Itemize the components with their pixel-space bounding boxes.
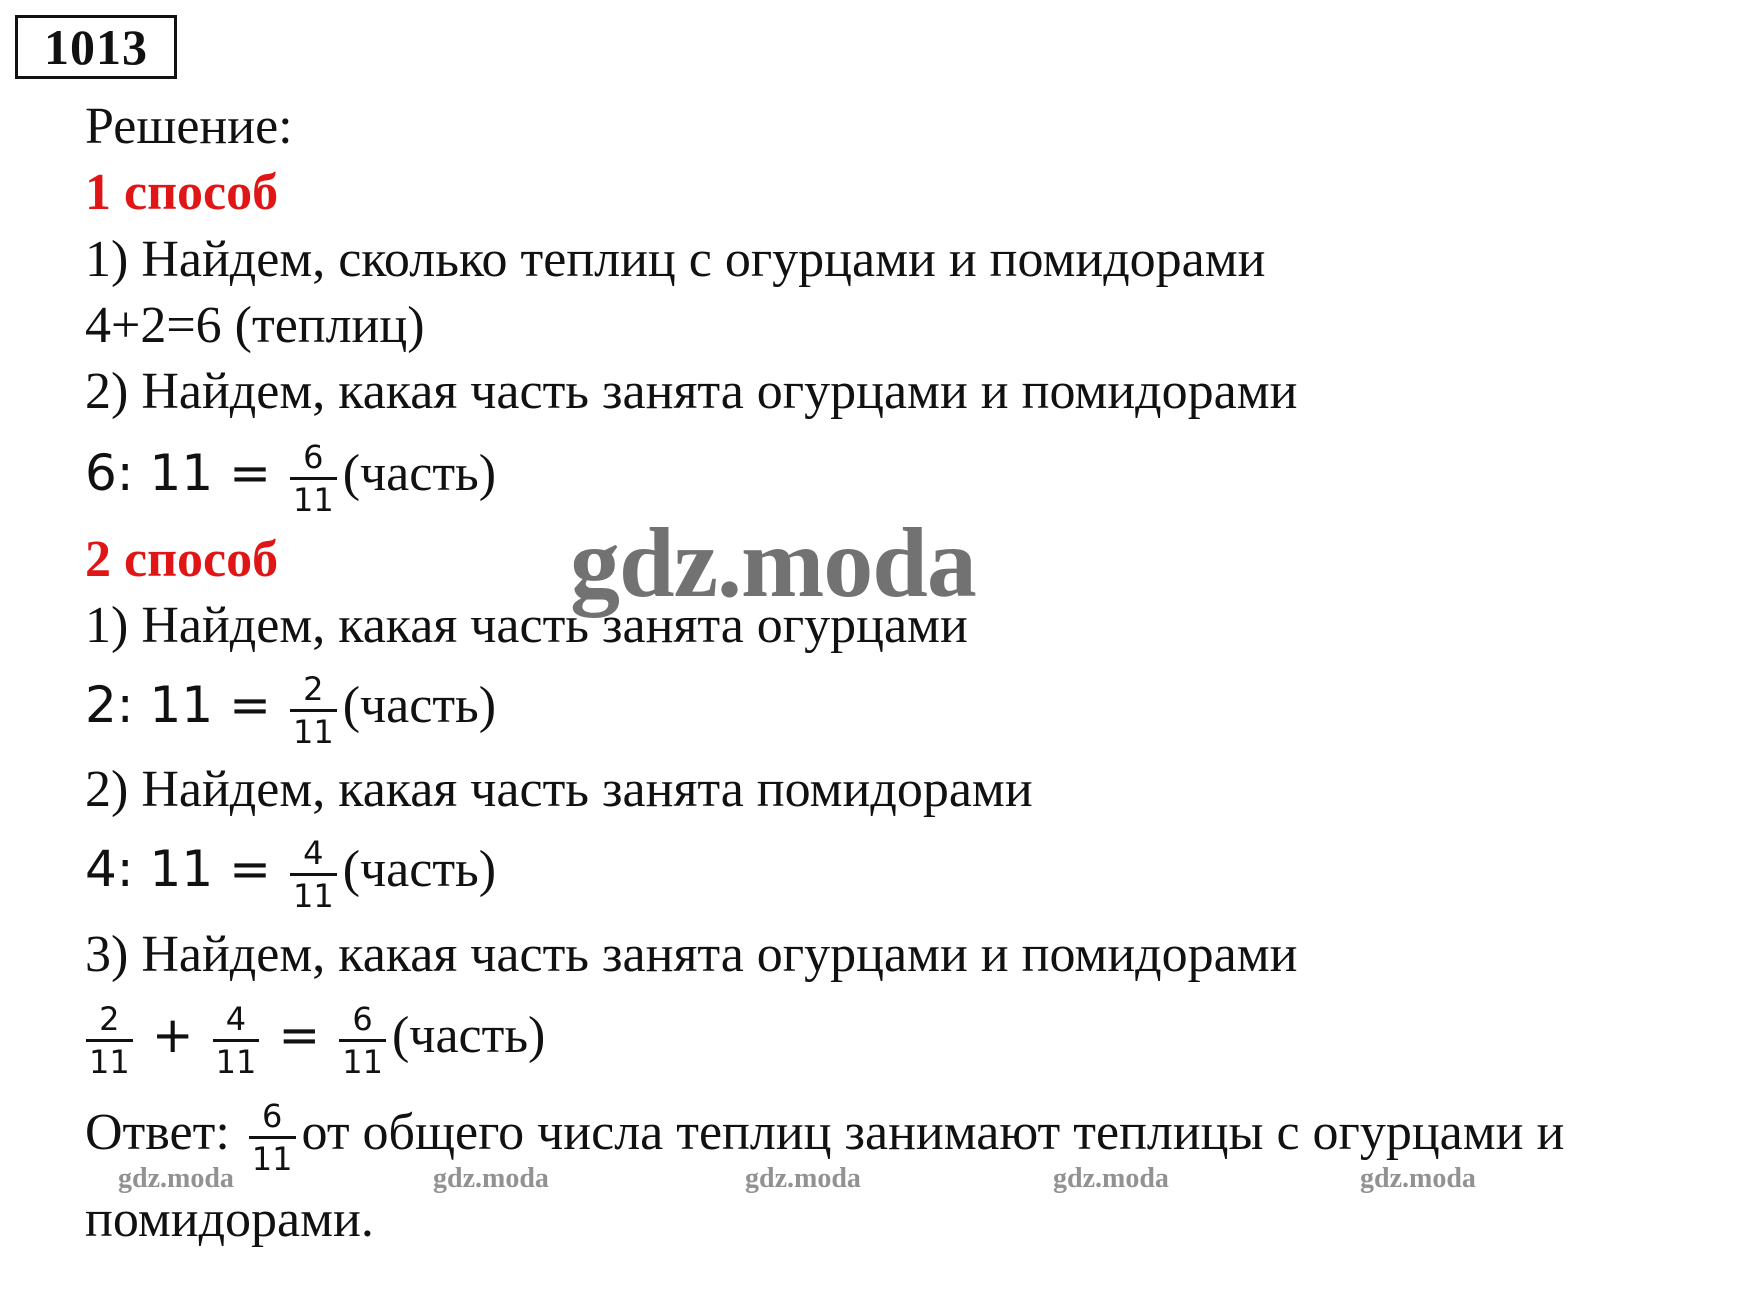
watermark-small: gdz.moda <box>745 1163 861 1194</box>
fraction-denominator: 11 <box>342 1042 383 1081</box>
fraction-denominator: 11 <box>251 1139 293 1178</box>
solution-heading: Решение: <box>85 98 293 155</box>
method-1-step-2-text: 2) Найдем, какая часть занята огурцами и помидорами <box>85 363 1298 420</box>
fraction-numerator: 2 <box>99 999 120 1038</box>
method-1-title: 1 способ <box>85 164 279 221</box>
fraction-denominator: 11 <box>292 480 334 519</box>
fraction-bar <box>249 1136 296 1139</box>
answer-fraction <box>249 1098 296 1177</box>
method-1-step-2-calc <box>85 428 496 519</box>
fraction <box>290 671 337 750</box>
method-2-title: 2 способ <box>85 531 279 588</box>
fraction <box>86 1001 133 1080</box>
method-1-step-1-text: 1) Найдем, сколько теплиц с огурцами и помидорами <box>85 231 1266 288</box>
method-2-step-1-text: 1) Найдем, какая часть занята огурцами <box>85 597 968 654</box>
fraction-denominator: 11 <box>292 712 334 751</box>
unit-label: (часть) <box>342 841 497 898</box>
equation-lhs: 2: 11 = <box>85 676 271 734</box>
answer-text: от общего числа теплиц занимают теплицы с огурцами и <box>301 1104 1565 1161</box>
fraction-numerator: 6 <box>352 999 373 1038</box>
fraction <box>290 439 337 518</box>
plus-sign: + <box>151 1006 194 1064</box>
equation-lhs: 6: 11 = <box>85 444 271 502</box>
fraction-bar <box>290 477 337 480</box>
fraction-bar <box>290 709 337 712</box>
fraction-denominator: 11 <box>89 1042 130 1081</box>
fraction-numerator: 4 <box>303 833 324 872</box>
equals-sign: = <box>278 1006 321 1064</box>
unit-label: (часть) <box>342 677 497 734</box>
fraction-numerator: 6 <box>261 1096 283 1135</box>
fraction <box>339 1001 386 1080</box>
method-2-step-2-text: 2) Найдем, какая часть занята помидорами <box>85 761 1033 818</box>
watermark-small: gdz.moda <box>1360 1163 1476 1194</box>
method-2-step-1-calc <box>85 660 496 751</box>
unit-label: (часть) <box>342 445 497 502</box>
fraction-bar <box>290 873 337 876</box>
method-1-step-1-calc: 4+2=6 (теплиц) <box>85 297 425 354</box>
equation-lhs: 4: 11 = <box>85 840 271 898</box>
fraction-numerator: 6 <box>303 437 324 476</box>
fraction-bar <box>213 1039 260 1042</box>
fraction-bar <box>86 1039 133 1042</box>
method-2-step-3-calc <box>80 990 545 1081</box>
watermark-small: gdz.moda <box>118 1163 234 1194</box>
method-2-step-2-calc <box>85 824 496 915</box>
watermark-main: gdz.moda <box>570 507 976 618</box>
fraction-denominator: 11 <box>292 876 334 915</box>
fraction-numerator: 2 <box>303 669 324 708</box>
watermark-small: gdz.moda <box>433 1163 549 1194</box>
unit-label: (часть) <box>391 1007 546 1064</box>
task-number: 1013 <box>15 15 177 79</box>
fraction-bar <box>339 1039 386 1042</box>
fraction <box>213 1001 260 1080</box>
fraction-numerator: 4 <box>225 999 247 1038</box>
watermark-small: gdz.moda <box>1053 1163 1169 1194</box>
answer-label: Ответ: <box>85 1104 230 1161</box>
fraction <box>290 835 337 914</box>
answer-continuation: помидорами. <box>85 1191 374 1248</box>
method-2-step-3-text: 3) Найдем, какая часть занята огурцами и помидорами <box>85 926 1298 983</box>
fraction-denominator: 11 <box>215 1042 257 1081</box>
